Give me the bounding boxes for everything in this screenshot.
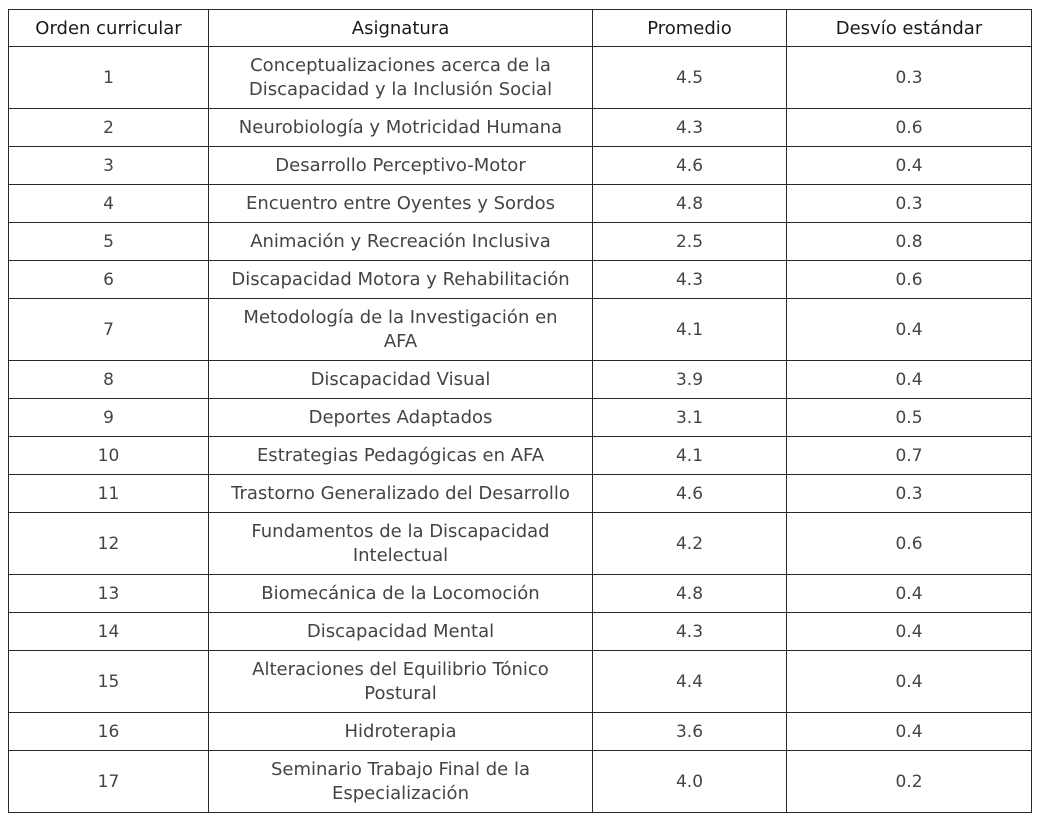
cell-asignatura: Trastorno Generalizado del Desarrollo — [209, 475, 593, 513]
cell-desvio: 0.3 — [787, 185, 1032, 223]
cell-promedio: 4.8 — [593, 575, 787, 613]
table-row — [9, 299, 1032, 361]
cell-orden: 17 — [9, 751, 209, 813]
cell-orden: 4 — [9, 185, 209, 223]
cell-orden: 11 — [9, 475, 209, 513]
header-promedio: Promedio — [593, 10, 787, 47]
cell-desvio: 0.2 — [787, 751, 1032, 813]
cell-asignatura: Neurobiología y Motricidad Humana — [209, 109, 593, 147]
table-row — [9, 185, 1032, 223]
cell-promedio: 4.8 — [593, 185, 787, 223]
cell-orden: 7 — [9, 299, 209, 361]
cell-asignatura: Estrategias Pedagógicas en AFA — [209, 437, 593, 475]
cell-desvio: 0.3 — [787, 47, 1032, 109]
cell-desvio: 0.4 — [787, 361, 1032, 399]
header-asignatura: Asignatura — [209, 10, 593, 47]
table-row — [9, 261, 1032, 299]
cell-promedio: 4.4 — [593, 651, 787, 713]
cell-orden: 1 — [9, 47, 209, 109]
cell-desvio: 0.6 — [787, 513, 1032, 575]
cell-desvio: 0.8 — [787, 223, 1032, 261]
table-row — [9, 475, 1032, 513]
table-row — [9, 751, 1032, 813]
table-row — [9, 437, 1032, 475]
cell-orden: 16 — [9, 713, 209, 751]
cell-promedio: 4.3 — [593, 109, 787, 147]
cell-desvio: 0.7 — [787, 437, 1032, 475]
cell-promedio: 4.6 — [593, 147, 787, 185]
cell-desvio: 0.4 — [787, 613, 1032, 651]
table-row — [9, 513, 1032, 575]
cell-orden: 3 — [9, 147, 209, 185]
cell-asignatura: Biomecánica de la Locomoción — [209, 575, 593, 613]
cell-asignatura: Discapacidad Visual — [209, 361, 593, 399]
cell-promedio: 4.2 — [593, 513, 787, 575]
cell-orden: 9 — [9, 399, 209, 437]
cell-promedio: 4.1 — [593, 437, 787, 475]
cell-asignatura: Discapacidad Motora y Rehabilitación — [209, 261, 593, 299]
cell-orden: 14 — [9, 613, 209, 651]
table-row — [9, 361, 1032, 399]
cell-promedio: 3.9 — [593, 361, 787, 399]
cell-desvio: 0.4 — [787, 651, 1032, 713]
cell-desvio: 0.3 — [787, 475, 1032, 513]
cell-orden: 6 — [9, 261, 209, 299]
cell-desvio: 0.4 — [787, 299, 1032, 361]
cell-desvio: 0.6 — [787, 261, 1032, 299]
cell-asignatura: Desarrollo Perceptivo-Motor — [209, 147, 593, 185]
cell-orden: 5 — [9, 223, 209, 261]
cell-desvio: 0.4 — [787, 575, 1032, 613]
cell-desvio: 0.4 — [787, 713, 1032, 751]
subjects-table — [8, 9, 1032, 813]
cell-asignatura: Fundamentos de la Discapacidad Intelectual — [209, 513, 593, 575]
cell-promedio: 4.1 — [593, 299, 787, 361]
cell-orden: 12 — [9, 513, 209, 575]
cell-asignatura: Hidroterapia — [209, 713, 593, 751]
cell-promedio: 4.3 — [593, 613, 787, 651]
cell-promedio: 2.5 — [593, 223, 787, 261]
table-row — [9, 399, 1032, 437]
cell-promedio: 3.1 — [593, 399, 787, 437]
table-body — [9, 47, 1032, 813]
cell-desvio: 0.6 — [787, 109, 1032, 147]
table-row — [9, 47, 1032, 109]
cell-orden: 15 — [9, 651, 209, 713]
cell-asignatura: Encuentro entre Oyentes y Sordos — [209, 185, 593, 223]
cell-orden: 2 — [9, 109, 209, 147]
table-row — [9, 575, 1032, 613]
table-row — [9, 109, 1032, 147]
header-orden-curricular: Orden curricular — [9, 10, 209, 47]
cell-desvio: 0.5 — [787, 399, 1032, 437]
cell-asignatura: Conceptualizaciones acerca de la Discapacidad y la Inclusión Social — [209, 47, 593, 109]
cell-promedio: 3.6 — [593, 713, 787, 751]
cell-asignatura: Seminario Trabajo Final de la Especialización — [209, 751, 593, 813]
table-row — [9, 651, 1032, 713]
cell-orden: 13 — [9, 575, 209, 613]
cell-desvio: 0.4 — [787, 147, 1032, 185]
cell-promedio: 4.6 — [593, 475, 787, 513]
cell-asignatura: Discapacidad Mental — [209, 613, 593, 651]
table-row — [9, 223, 1032, 261]
cell-promedio: 4.5 — [593, 47, 787, 109]
table-row — [9, 713, 1032, 751]
cell-asignatura: Alteraciones del Equilibrio Tónico Postural — [209, 651, 593, 713]
table-row — [9, 613, 1032, 651]
cell-promedio: 4.0 — [593, 751, 787, 813]
cell-orden: 8 — [9, 361, 209, 399]
cell-orden: 10 — [9, 437, 209, 475]
table-row — [9, 147, 1032, 185]
header-row — [9, 10, 1032, 47]
cell-asignatura: Metodología de la Investigación en AFA — [209, 299, 593, 361]
cell-asignatura: Deportes Adaptados — [209, 399, 593, 437]
cell-promedio: 4.3 — [593, 261, 787, 299]
cell-asignatura: Animación y Recreación Inclusiva — [209, 223, 593, 261]
header-desvio-estandar: Desvío estándar — [787, 10, 1032, 47]
